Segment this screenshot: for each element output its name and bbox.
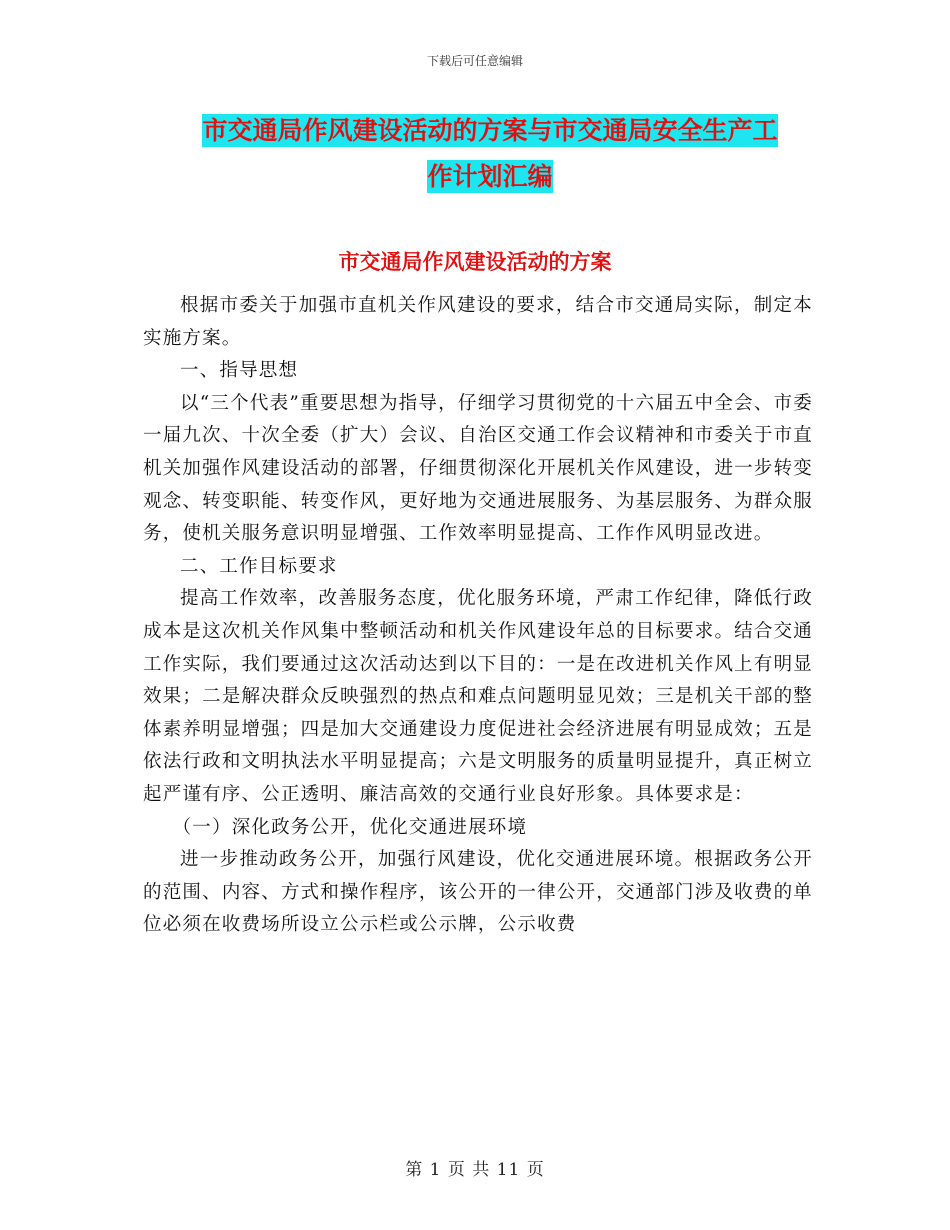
document-title xyxy=(140,108,840,200)
paragraph-intro: 根据市委关于加强市直机关作风建设的要求，结合市交通局实际，制定本实施方案。 xyxy=(143,295,813,349)
document-title-line-2: 作计划汇编 xyxy=(427,162,553,191)
section-title: 市交通局作风建设活动的方案 xyxy=(338,250,612,274)
header-note: 下载后可任意编辑 xyxy=(426,54,523,68)
document-title-line-1: 市交通局作风建设活动的方案与市交通局安全生产工 xyxy=(202,116,778,145)
page-footer: 第 1 页 共 11 页 xyxy=(405,1160,545,1180)
paragraph-government-transparency: 进一步推动政务公开，加强行风建设，优化交通进展环境。根据政务公开的范围、内容、方式和操作程序，该公开的一律公开，交通部门涉及收费的单位必须在收费场所设立公示栏或公示牌，公示收费 xyxy=(143,849,813,936)
heading-guiding-ideology: 一、指导思想 xyxy=(180,360,299,382)
heading-work-goals: 二、工作目标要求 xyxy=(180,555,338,577)
subheading-government-transparency: （一）深化政务公开，优化交通进展环境 xyxy=(172,816,528,838)
paragraph-guiding-ideology: 以“三个代表”重要思想为指导，仔细学习贯彻党的十六届五中全会、市委一届九次、十次全委（扩大）会议、自治区交通工作会议精神和市委关于市直机关加强作风建设活动的部署，仔细贯彻深化开展机关作风建设，进一步转变观念、转变职能、转变作风，更好地为交通进展服务、为基层服务、为群众服务，使机关服务意识明显增强、工作效率明显提高、工作作风明显改进。 xyxy=(143,392,813,545)
paragraph-work-goals: 提高工作效率，改善服务态度，优化服务环境，严肃工作纪律，降低行政成本是这次机关作风集中整顿活动和机关作风建设年总的目标要求。结合交通工作实际，我们要通过这次活动达到以下目的：一是在改进机关作风上有明显效果；二是解决群众反映强烈的热点和难点问题明显见效；三是机关干部的整体素养明显增强；四是加大交通建设力度促进社会经济进展有明显成效；五是依法行政和文明执法水平明显提高；六是文明服务的质量明显提升，真正树立起严谨有序、公正透明、廉洁高效的交通行业良好形象。具体要求是： xyxy=(143,588,813,805)
document-body xyxy=(143,290,813,942)
